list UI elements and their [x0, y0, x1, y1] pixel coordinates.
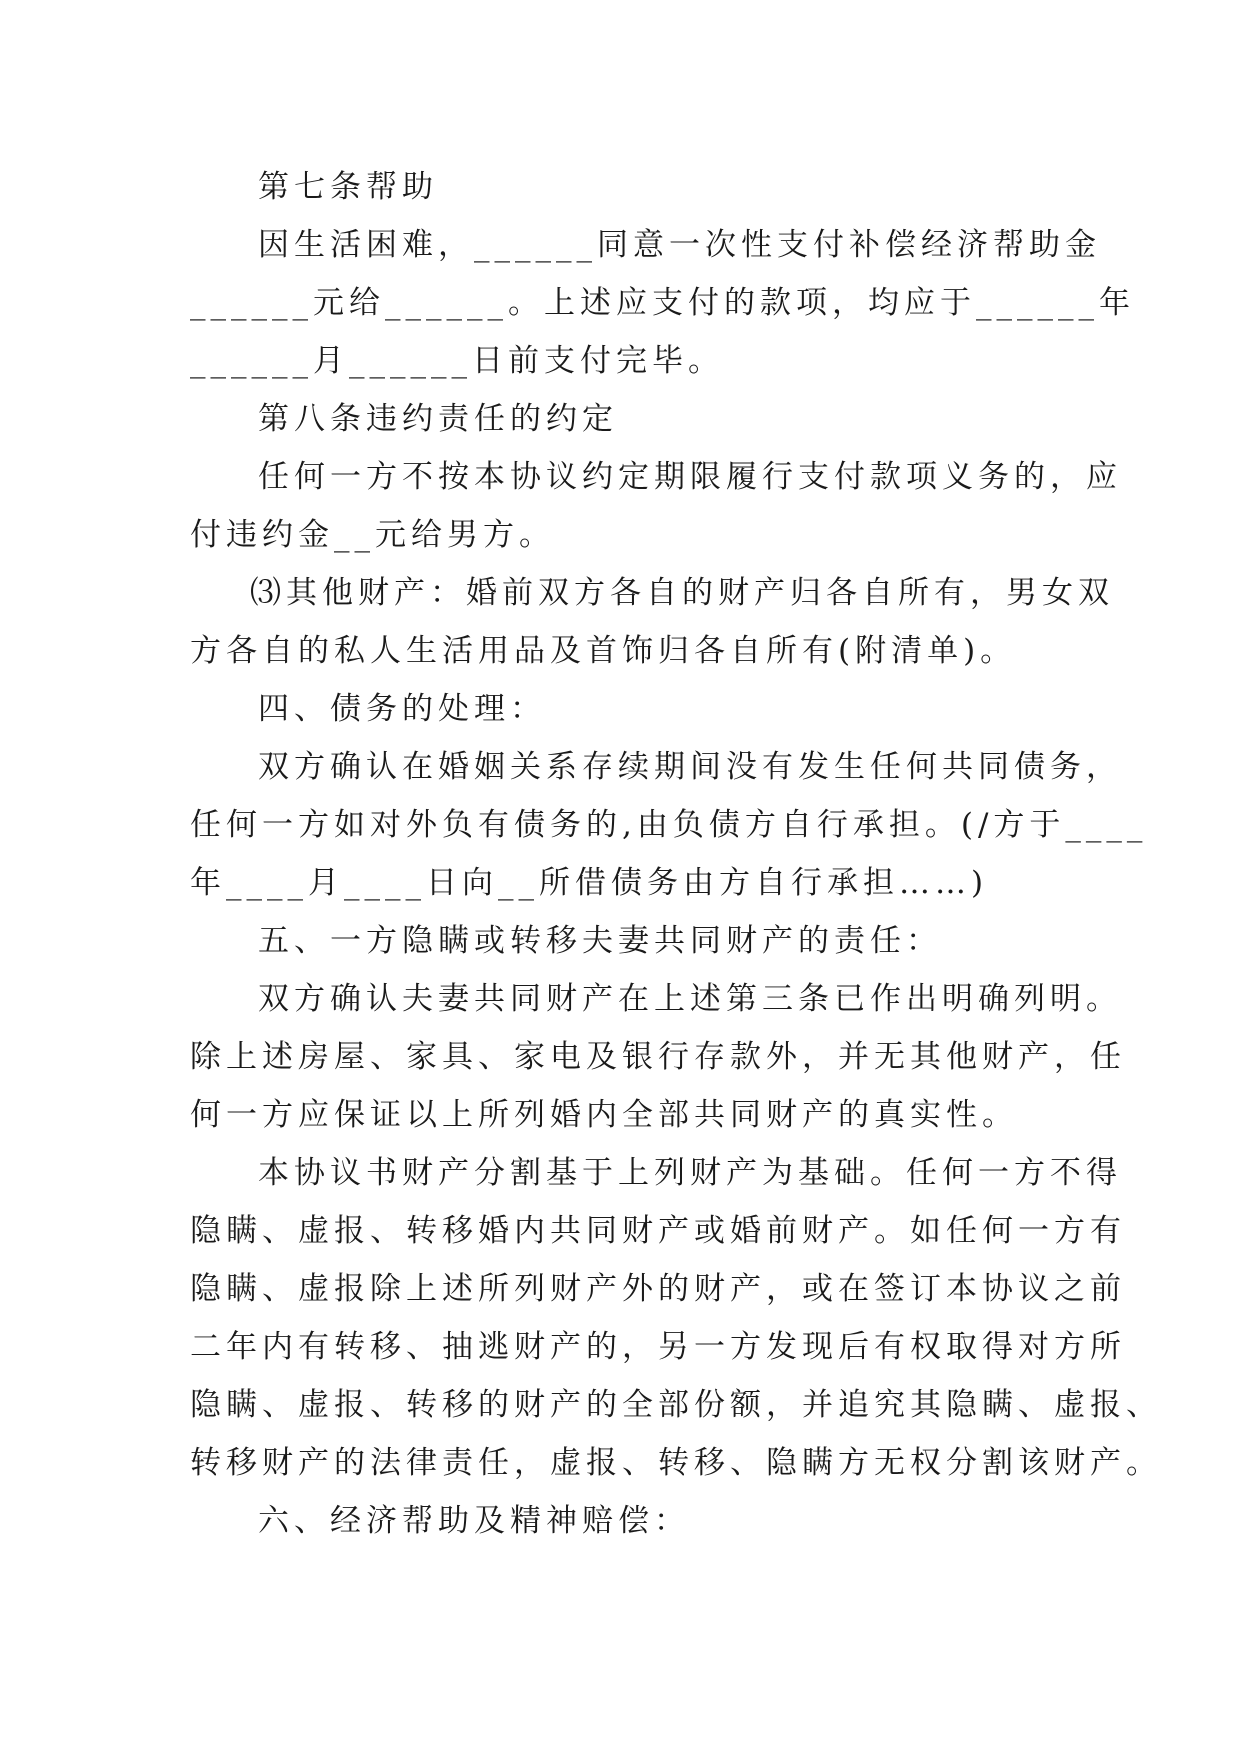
paragraph-line: 付违约金__元给男方。 [190, 517, 555, 553]
paragraph-line: 双方确认夫妻共同财产在上述第三条已作出明确列明。 [258, 981, 1122, 1017]
paragraph-line: ______元给______。上述应支付的款项，均应于______年 [190, 285, 1135, 321]
paragraph-line: 任何一方不按本协议约定期限履行支付款项义务的，应 [258, 459, 1122, 495]
paragraph-line: 隐瞒、虚报、转移的财产的全部份额，并追究其隐瞒、虚报、 [190, 1387, 1162, 1423]
paragraph-line: 二年内有转移、抽逃财产的，另一方发现后有权取得对方所 [190, 1329, 1126, 1365]
paragraph-line: 因生活困难，______同意一次性支付补偿经济帮助金 [258, 227, 1101, 263]
paragraph-line: 隐瞒、虚报除上述所列财产外的财产，或在签订本协议之前 [190, 1271, 1126, 1307]
section-4-heading: 四、债务的处理： [258, 691, 546, 727]
other-property-item: ⑶其他财产：婚前双方各自的财产归各自所有，男女双 [250, 575, 1114, 611]
article-8-heading: 第八条违约责任的约定 [258, 401, 618, 437]
paragraph-line: ______月______日前支付完毕。 [190, 343, 724, 379]
paragraph-line: 何一方应保证以上所列婚内全部共同财产的真实性。 [190, 1097, 1018, 1133]
paragraph-line: 本协议书财产分割基于上列财产为基础。任何一方不得 [258, 1155, 1122, 1191]
paragraph-line: 转移财产的法律责任，虚报、转移、隐瞒方无权分割该财产。 [190, 1445, 1162, 1481]
paragraph-line: 任何一方如对外负有债务的,由负债方自行承担。(/方于____ [190, 807, 1148, 843]
article-7-heading: 第七条帮助 [258, 169, 438, 205]
paragraph-line: 方各自的私人生活用品及首饰归各自所有(附清单)。 [190, 633, 1017, 669]
paragraph-line: 除上述房屋、家具、家电及银行存款外，并无其他财产，任 [190, 1039, 1126, 1075]
document-body [190, 158, 1162, 1550]
paragraph-line: 双方确认在婚姻关系存续期间没有发生任何共同债务， [258, 749, 1122, 785]
paragraph-line: 年____月____日向__所借债务由方自行承担……) [190, 865, 989, 901]
section-5-heading: 五、一方隐瞒或转移夫妻共同财产的责任： [258, 923, 942, 959]
paragraph-line: 隐瞒、虚报、转移婚内共同财产或婚前财产。如任何一方有 [190, 1213, 1126, 1249]
section-6-heading: 六、经济帮助及精神赔偿： [258, 1503, 690, 1539]
